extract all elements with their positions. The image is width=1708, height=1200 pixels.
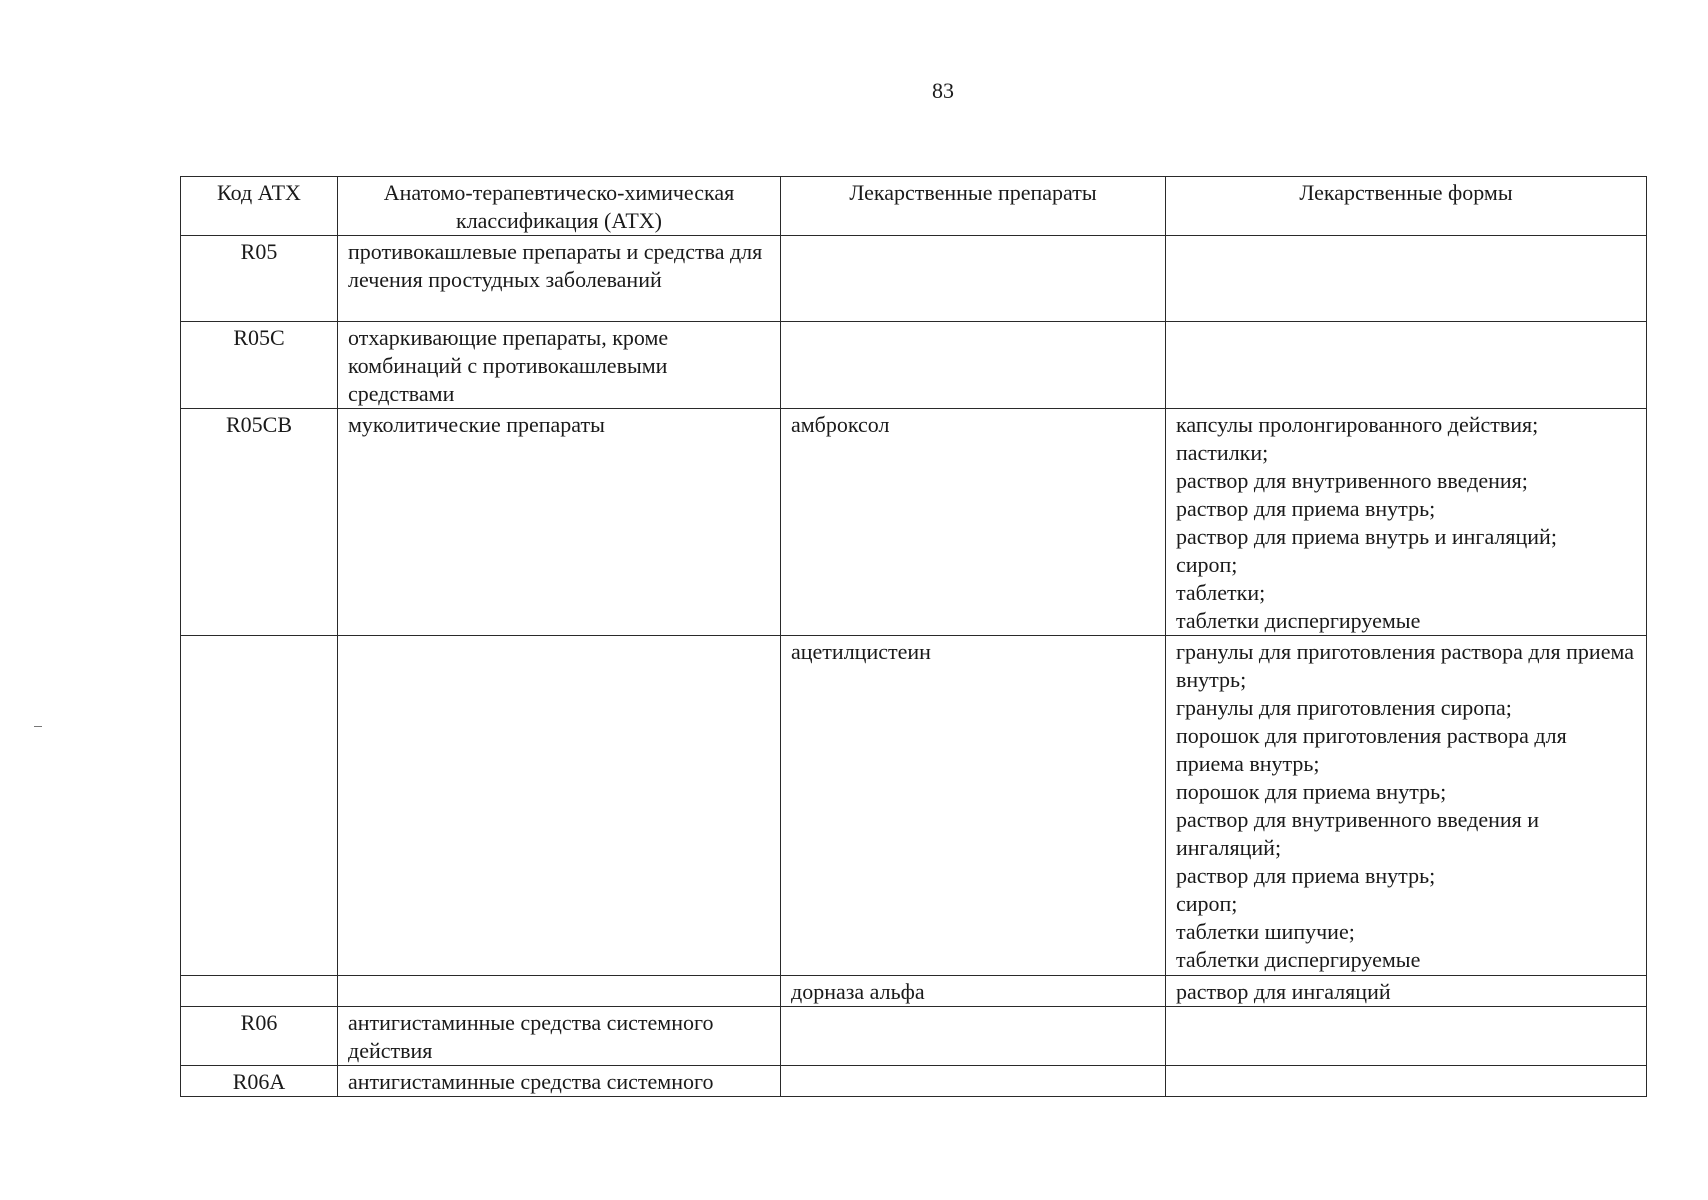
cell-code (181, 976, 338, 1007)
cell-forms (1166, 1066, 1647, 1097)
dosage-form: гранулы для приготовления сиропа; (1176, 695, 1512, 720)
scan-artifact (34, 726, 42, 727)
cell-classification: антигистаминные средства системного (338, 1066, 781, 1097)
cell-drug: ацетилцистеин (781, 636, 1166, 976)
cell-code: R05 (181, 236, 338, 322)
dosage-form: раствор для внутривенного введения; (1176, 468, 1528, 493)
cell-classification (338, 636, 781, 976)
cell-drug (781, 1007, 1166, 1066)
cell-code (181, 636, 338, 976)
dosage-form: гранулы для приготовления раствора для приема внутрь; (1176, 639, 1634, 692)
cell-code: R05C (181, 322, 338, 409)
header-classification: Анатомо-терапевтическо-химическая классификация (АТХ) (338, 177, 781, 236)
cell-classification: муколитические препараты (338, 409, 781, 636)
cell-forms (1166, 976, 1647, 1007)
dosage-form: таблетки диспергируемые (1176, 947, 1421, 972)
dosage-form: сироп; (1176, 552, 1238, 577)
dosage-form: таблетки; (1176, 580, 1266, 605)
dosage-form: порошок для приготовления раствора для приема внутрь; (1176, 723, 1567, 776)
cell-code: R06A (181, 1066, 338, 1097)
dosage-form: раствор для приема внутрь; (1176, 863, 1436, 888)
cell-forms (1166, 236, 1647, 322)
header-drugs: Лекарственные препараты (781, 177, 1166, 236)
table-row (181, 236, 1647, 322)
dosage-form: раствор для приема внутрь и ингаляций; (1176, 524, 1557, 549)
dosage-form: таблетки диспергируемые (1176, 608, 1421, 633)
table-header-row (181, 177, 1647, 236)
cell-drug: амброксол (781, 409, 1166, 636)
table-row (181, 1066, 1647, 1097)
dosage-form: таблетки шипучие; (1176, 919, 1355, 944)
cell-drug: дорназа альфа (781, 976, 1166, 1007)
cell-code: R06 (181, 1007, 338, 1066)
cell-classification (338, 976, 781, 1007)
cell-code: R05CB (181, 409, 338, 636)
dosage-form: раствор для приема внутрь; (1176, 496, 1436, 521)
cell-drug (781, 322, 1166, 409)
cell-forms (1166, 1007, 1647, 1066)
page-number: 83 (932, 78, 954, 103)
dosage-form: раствор для ингаляций (1176, 979, 1391, 1004)
dosage-form: пастилки; (1176, 440, 1269, 465)
cell-drug (781, 236, 1166, 322)
header-code: Код АТХ (181, 177, 338, 236)
cell-classification: отхаркивающие препараты, кроме комбинаций с противокашлевыми средствами (338, 322, 781, 409)
table-row (181, 636, 1647, 976)
table-row (181, 1007, 1647, 1066)
cell-forms (1166, 636, 1647, 976)
dosage-form: капсулы пролонгированного действия; (1176, 412, 1539, 437)
cell-drug (781, 1066, 1166, 1097)
cell-forms (1166, 409, 1647, 636)
table-row (181, 976, 1647, 1007)
dosage-form: раствор для внутривенного введения и ингаляций; (1176, 807, 1540, 860)
cell-forms (1166, 322, 1647, 409)
dosage-form: сироп; (1176, 891, 1238, 916)
dosage-form: порошок для приема внутрь; (1176, 779, 1447, 804)
cell-classification: противокашлевые препараты и средства для лечения простудных заболеваний (338, 236, 781, 322)
atc-table (180, 176, 1647, 1097)
table-body (181, 236, 1647, 1097)
header-forms: Лекарственные формы (1166, 177, 1647, 236)
cell-classification: антигистаминные средства системного действия (338, 1007, 781, 1066)
table-row (181, 322, 1647, 409)
table-row (181, 409, 1647, 636)
